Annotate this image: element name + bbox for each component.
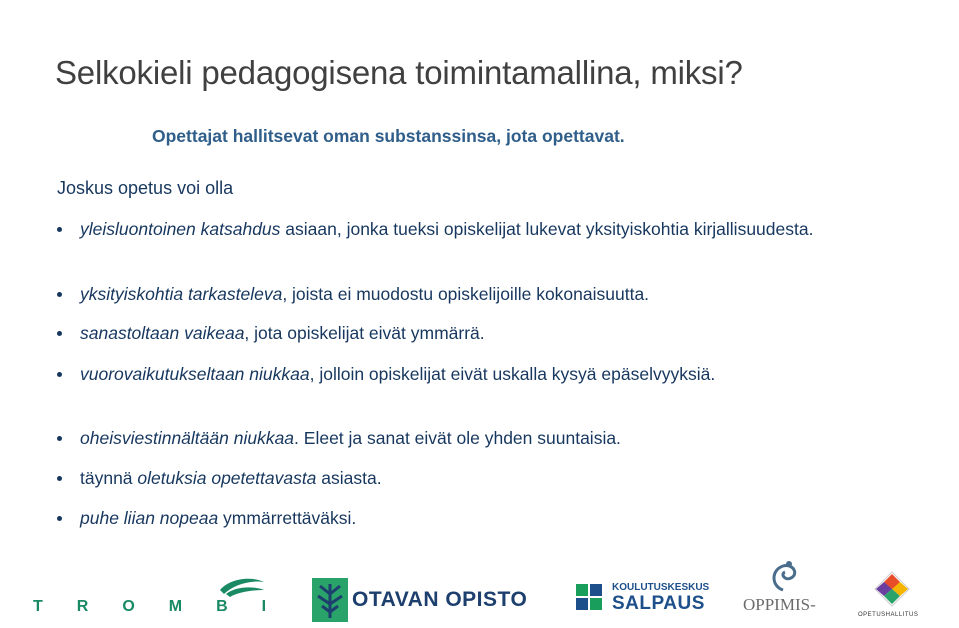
bullet-text: . Eleet ja sanat eivät ole yhden suuntaisia. xyxy=(294,428,621,448)
slide-subtitle: Opettajat hallitsevat oman substanssinsa, jota opettavat. xyxy=(152,126,625,146)
bullet-dot-icon xyxy=(57,227,62,232)
bullet-dot-icon xyxy=(57,331,62,336)
bullet-dot-icon xyxy=(57,436,62,441)
bullet-emphasis: puhe liian nopeaa xyxy=(80,508,219,528)
salpaus-subtitle: KOULUTUSKESKUS xyxy=(612,582,710,593)
bullet-dot-icon xyxy=(57,372,62,377)
opetushallitus-diamond-icon xyxy=(873,570,911,608)
otava-logo: OTAVAN OPISTO xyxy=(352,588,528,611)
bullet-emphasis: oletuksia opetettavasta xyxy=(137,468,317,488)
bullet-emphasis: oheisviestinnältään niukkaa xyxy=(80,428,295,448)
bullet-text: asiasta. xyxy=(316,468,382,488)
trombi-logo: TROMBI xyxy=(33,598,301,615)
bullet-dot-icon xyxy=(57,476,62,481)
partner-logos xyxy=(0,560,959,628)
oppimis-logo: OPPIMIS- xyxy=(743,595,816,614)
salpaus-logo: SALPAUS xyxy=(612,593,705,614)
slide-title: Selkokieli pedagogisena toimintamallina, miksi? xyxy=(55,54,743,91)
bullet-text: ymmärrettäväksi. xyxy=(218,508,357,528)
salpaus-emblem-icon xyxy=(570,578,608,616)
bullet-prefix: täynnä xyxy=(80,468,138,488)
bullet-emphasis: vuorovaikutukseltaan niukkaa xyxy=(80,364,310,384)
trombi-swoosh-icon xyxy=(218,576,266,598)
bullet-text: , jota opiskelijat eivät ymmärrä. xyxy=(244,323,485,343)
bullet-dot-icon xyxy=(57,292,62,297)
bullet-text: , jolloin opiskelijat eivät uskalla kysyä epäselvyyksiä. xyxy=(309,364,716,384)
bullet-dot-icon xyxy=(57,516,62,521)
opetushallitus-logo: OPETUSHALLITUS xyxy=(858,612,919,618)
intro-text: Joskus opetus voi olla xyxy=(57,178,234,198)
otava-tree-icon xyxy=(312,578,348,622)
bullet-emphasis: yksityiskohtia tarkasteleva xyxy=(80,284,283,304)
bullet-emphasis: sanastoltaan vaikeaa xyxy=(80,323,245,343)
bullet-text: , joista ei muodostu opiskelijoille kokonaisuutta. xyxy=(282,284,650,304)
oppimis-swirl-icon xyxy=(763,560,803,594)
bullet-text: asiaan, jonka tueksi opiskelijat lukevat yksityiskohtia kirjallisuudesta. xyxy=(280,219,814,239)
bullet-emphasis: yleisluontoinen katsahdus xyxy=(80,219,281,239)
